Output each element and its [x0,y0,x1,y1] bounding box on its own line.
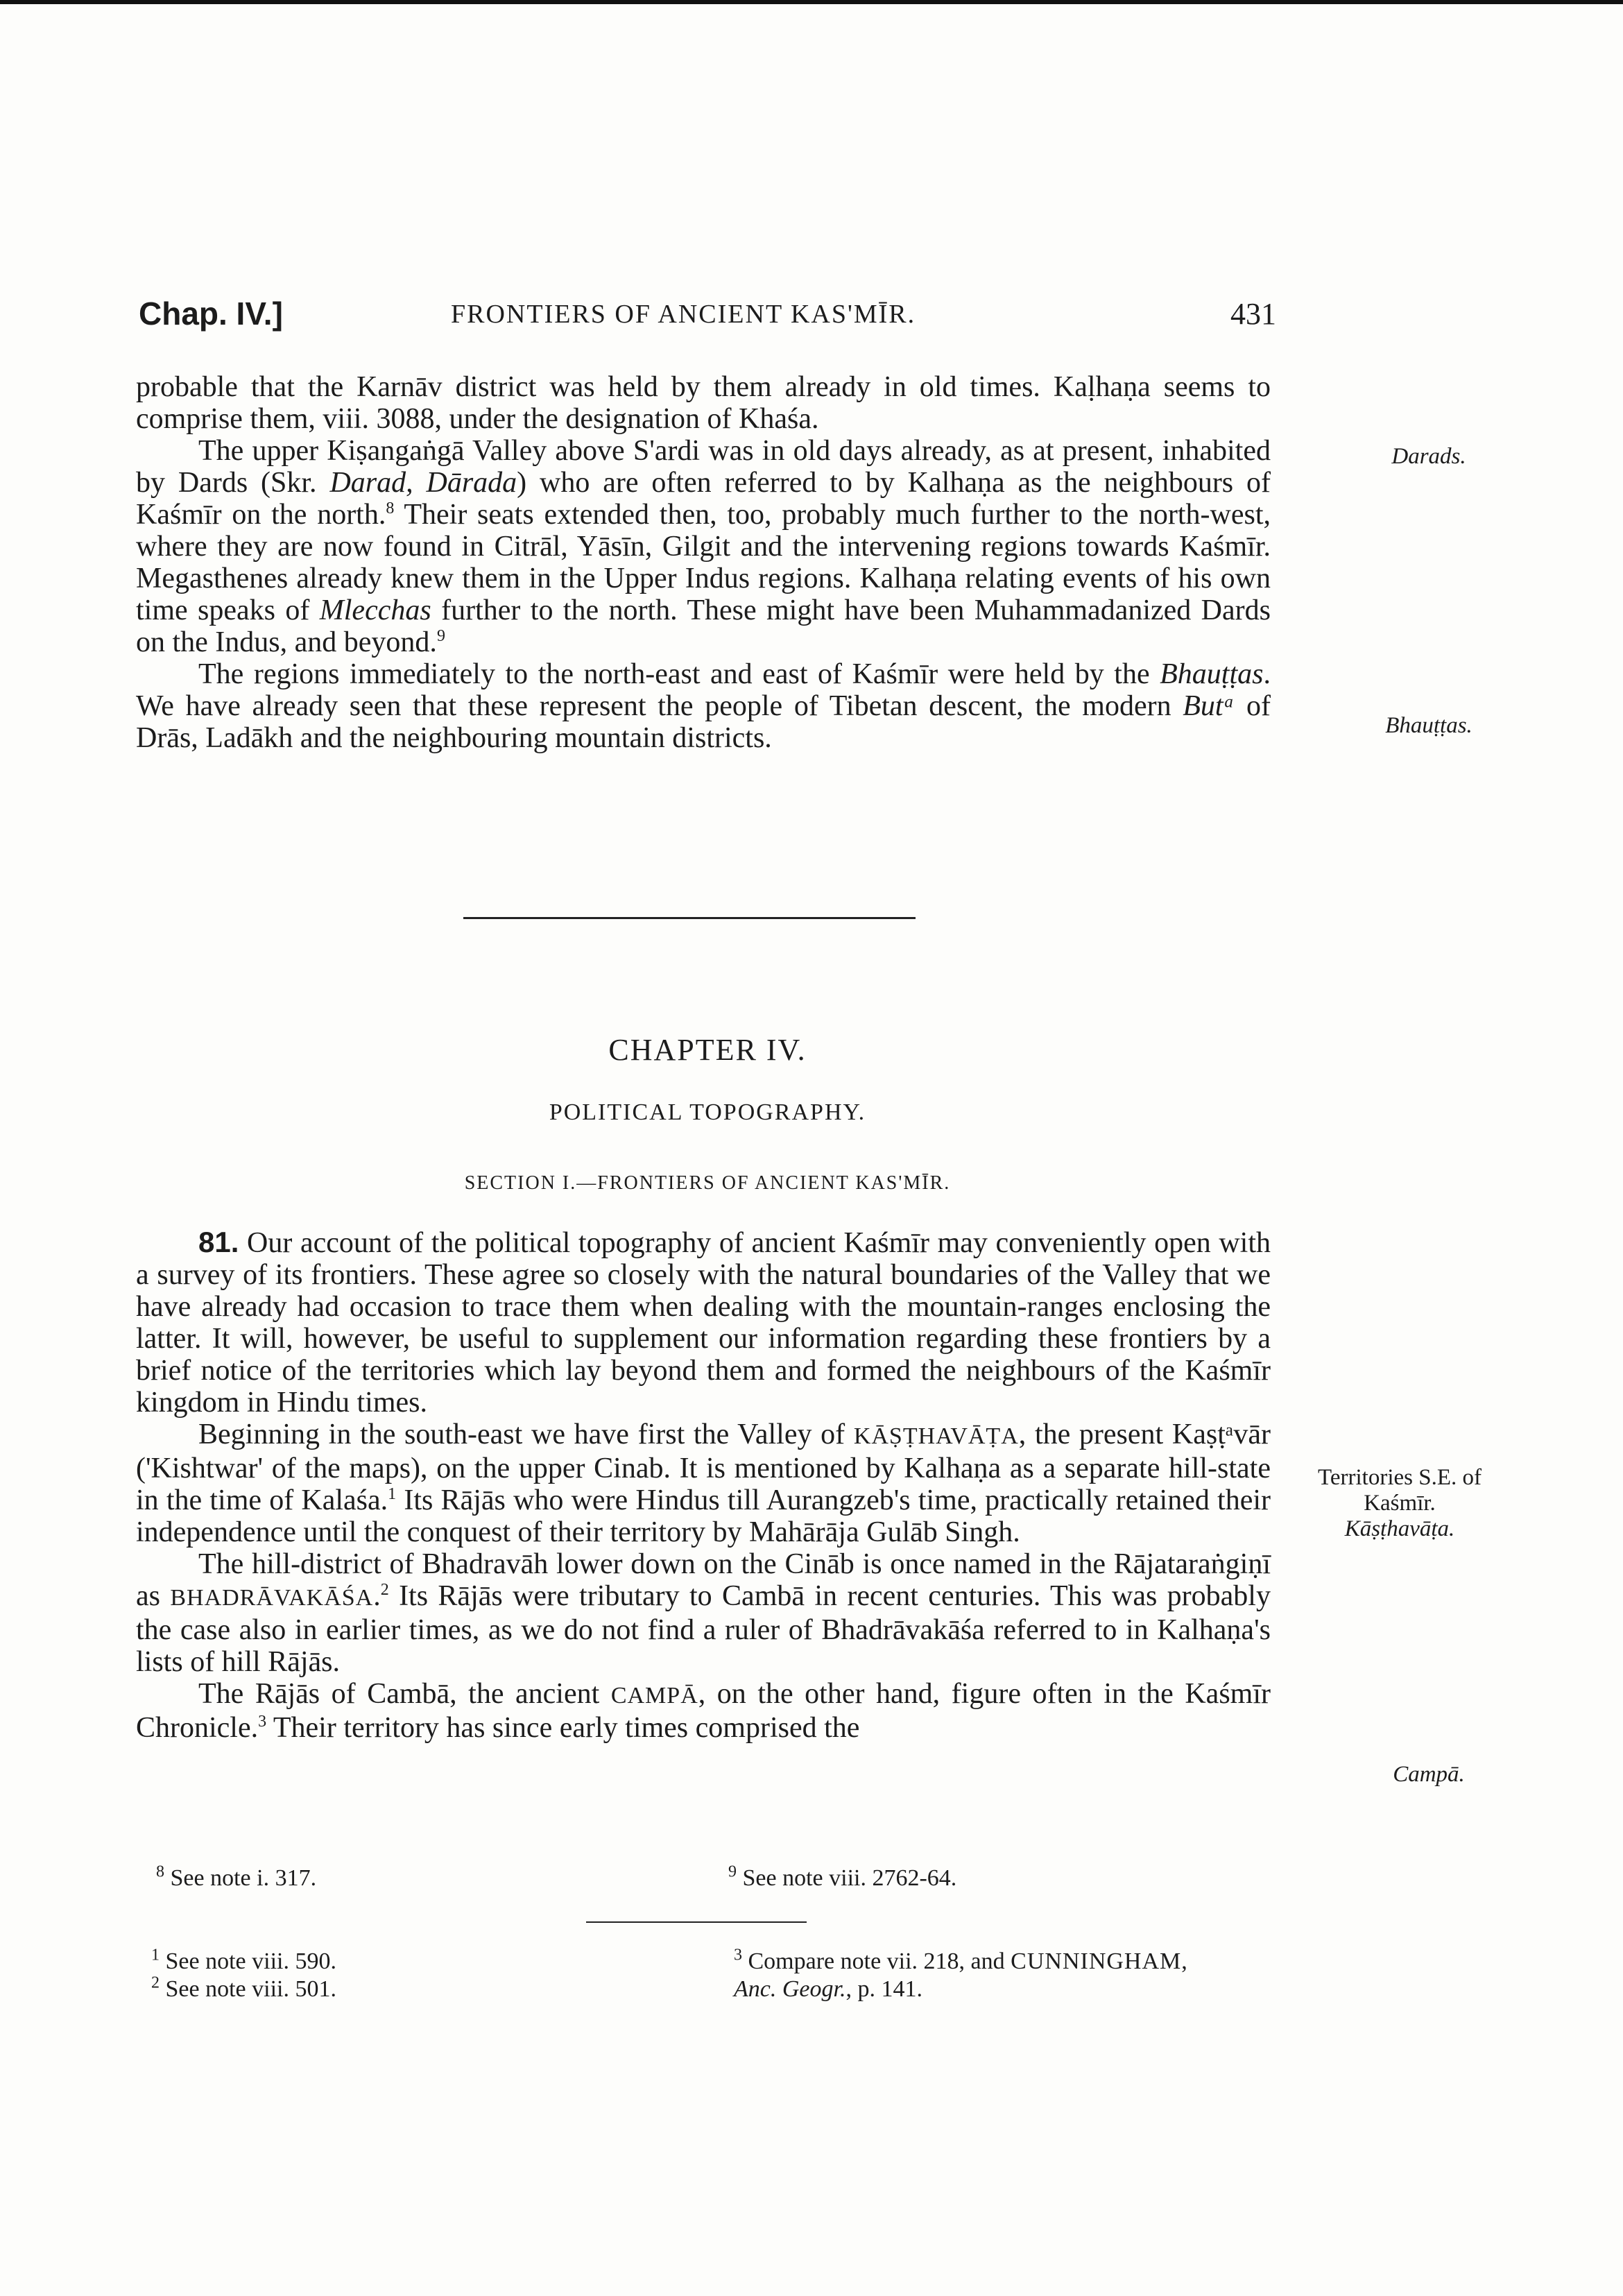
chapter-subtitle: POLITICAL TOPOGRAPHY. [549,1099,866,1125]
margin-note-darads: Darads. [1391,444,1466,469]
footnote-8: $^8$ See note i. 317. [156,1862,317,1891]
footnote-1: $^1$ See note viii. 590. [151,1946,336,1974]
margin-note-campa: Campā. [1393,1762,1465,1787]
paragraph-81: 81. Our account of the political topography of ancient Kaśmīr may conveniently open with a survey of its frontiers. These agree so closely with the natural boundaries of the Valley that we have already had occasion to trace them when dealing with the mountain-ranges enclosing the latter. It will, however, be useful to supplement our information regarding these frontiers by a brief notice of the territories which lay beyond them and formed the neighbours of the Kaśmīr kingdom in Hindu times. [136,1226,1271,1419]
margin-note-kasthavata: Kāṣṭhavāṭa. [1344,1516,1455,1541]
footnote-ref: 1 [388,1485,397,1503]
margin-note-bhauttas: Bhauṭṭas. [1385,713,1472,738]
paragraph-dards: The upper Kiṣangaṅgā Valley above S'ardi was in old days already, as at present, inhabited by Dards (Skr. Darad, Dārada) who are often referred to by Kalhaṇa as the neighbours of Kaśmīr on the north.$^8$ Their seats extended then, too, probably much further to the north-west, where they are now found in Citrāl, Yāsīn, Gilgit and the intervening regions towards Kaśmīr. Megasthenes already knew them in the Upper Indus regions. Kalhaṇa relating events of his own time speaks of Mlecchas further to the north. These might have been Muhammadanized Dards on the Indus, and beyond.$^9$ [136,435,1271,658]
paragraph-bhadravah: The hill-district of Bhadravāh lower down on the Cināb is once named in the Rājataraṅgiṇī as BHADRĀVAKĀŚA.$^2$ Its Rājās were tributary to Cambā in recent centuries. This was probably the case also in earlier times, as we do not find a ruler of Bhadrāvakāśa referred to in Kalhaṇa's lists of hill Rājās. [136,1548,1271,1678]
footnote-3: $^3$ Compare note vii. 218, and CUNNINGHAM, Anc. Geogr., p. 141. [734,1946,1188,2002]
footnote-divider [586,1921,807,1923]
footnote-ref: 2 [380,1581,389,1599]
running-header [139,295,1276,343]
paragraph-campa: The Rājās of Cambā, the ancient CAMPĀ, on the other hand, figure often in the Kaśmīr Chronicle.$^3$ Their territory has since early times comprised the [136,1678,1271,1744]
top-text-block [136,371,1271,754]
paragraph-number: 81. [198,1226,239,1258]
paragraph-continued: probable that the Karnāv district was held by them already in old times. Kaḷhaṇa seems to comprise them, viii. 3088, under the designation of Khaśa. [136,371,1271,435]
footnote-2: $^2$ See note viii. 501. [151,1973,336,2002]
paragraph-bhauttas: The regions immediately to the north-east and east of Kaśmīr were held by the Bhauṭṭas. We have already seen that these represent the people of Tibetan descent, the modern Butᵃ of Drās, Ladākh and the neighbouring mountain districts. [136,658,1271,754]
page-number: 431 [1230,297,1276,331]
section-text-block [136,1226,1271,1744]
footnote-ref: 8 [386,499,395,517]
section-title: SECTION I.—FRONTIERS OF ANCIENT KAS'MĪR. [464,1172,951,1194]
running-title: FRONTIERS OF ANCIENT KAS'MĪR. [451,300,916,329]
footnote-ref: 9 [436,627,445,645]
footnote-9: $^9$ See note viii. 2762-64. [728,1862,957,1891]
chapter-label: Chap. IV.] [139,295,283,332]
margin-note-territories: Territories S.E. of Kaśmīr. Kāṣṭhavāṭa. [1282,1465,1518,1542]
footnote-ref: 3 [258,1713,267,1731]
section-divider [463,917,916,919]
paragraph-kasthavata: Beginning in the south-east we have first the Valley of KĀṢṬHAVĀṬA, the present Kaṣṭᵃvār ('Kishtwar' of the maps), on the upper Cinab. It is mentioned by Kalhaṇa as a separate hill-state in the time of Kalaśa.$^1$ Its Rājās who were Hindus till Aurangzeb's time, practically retained their independence until the conquest of their territory by Mahārāja Gulāb Singh. [136,1419,1271,1548]
top-border-line [0,0,1623,4]
chapter-title: CHAPTER IV. [608,1033,807,1067]
